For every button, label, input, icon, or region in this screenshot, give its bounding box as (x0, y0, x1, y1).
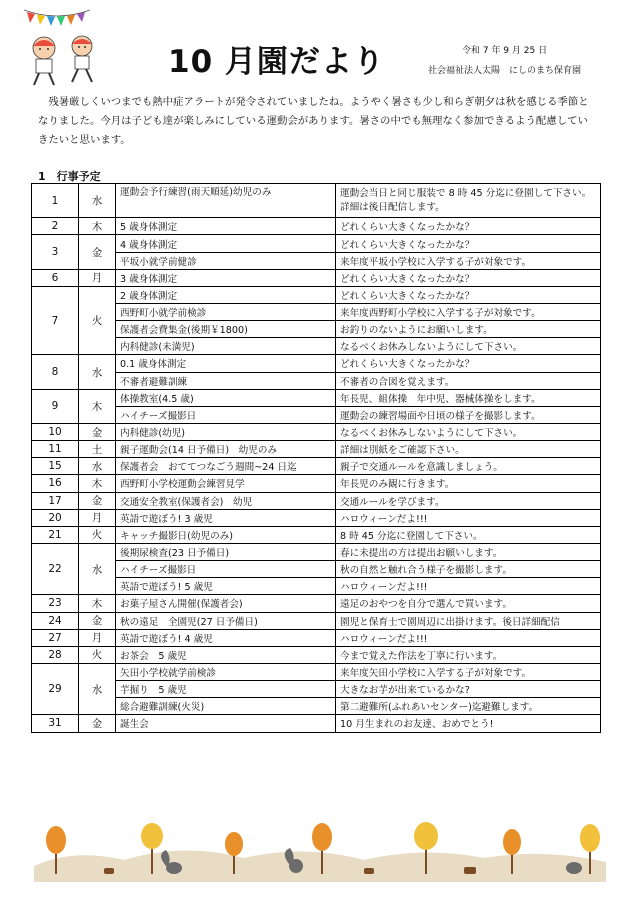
page-title: 10 月園だより (168, 44, 385, 80)
schedule-row (32, 304, 601, 321)
schedule-row (32, 526, 601, 543)
event-cell: 後期尿検査(23 日予備日) (116, 543, 336, 560)
schedule-row (32, 629, 601, 646)
autumn-footer-illustration (34, 822, 606, 882)
event-cell: 4 歳身体測定 (116, 235, 336, 252)
note-cell: ハロウィーンだよ!!! (336, 629, 601, 646)
day-cell: 29 (32, 663, 79, 714)
issue-date: 令和 7 年 9 月 25 日 (462, 46, 548, 56)
event-cell: 保護者会 おててつなごう週間~24 日迄 (116, 458, 336, 475)
note-cell: 不審者の合図を覚えます。 (336, 372, 601, 389)
day-cell: 17 (32, 492, 79, 509)
schedule-row (32, 338, 601, 355)
event-cell: 5 歳身体測定 (116, 218, 336, 235)
event-cell: 芋掘り 5 歳児 (116, 681, 336, 698)
note-cell: 来年度矢田小学校に入学する子が対象です。 (336, 663, 601, 680)
day-cell: 31 (32, 715, 79, 732)
intro-paragraph (38, 93, 598, 150)
weekday-cell: 月 (79, 509, 116, 526)
event-cell: 秋の遠足 全園児(27 日予備日) (116, 612, 336, 629)
event-cell: 総合避難訓練(火災) (116, 698, 336, 715)
day-cell: 28 (32, 646, 79, 663)
schedule-row (32, 184, 601, 218)
event-cell: 0.1 歳身体測定 (116, 355, 336, 372)
intro-text: 残暑厳しくいつまでも熱中症アラートが発令されていましたね。ようやく暑さも少し和らぎ朝夕は秋を感じる季節となりました。今月は子ども達が楽しみにしている運動会があります。暑さの中でも無理なく参加できるよう配慮していきたいと思います。 (38, 96, 589, 146)
note-cell: 遠足のおやつを自分で選んで買います。 (336, 595, 601, 612)
weekday-cell: 木 (79, 218, 116, 235)
event-cell: お茶会 5 歳児 (116, 646, 336, 663)
day-cell: 6 (32, 269, 79, 286)
note-cell: どれくらい大きくなったかな？ (336, 269, 601, 286)
event-cell: 英語で遊ぼう! 5 歳児 (116, 578, 336, 595)
note-line: 詳細は後日配信します。 (340, 201, 445, 213)
weekday-cell: 水 (79, 184, 116, 218)
schedule-row (32, 458, 601, 475)
schedule-row (32, 218, 601, 235)
schedule-row (32, 509, 601, 526)
day-cell: 1 (32, 184, 79, 218)
weekday-cell: 火 (79, 526, 116, 543)
schedule-row (32, 406, 601, 423)
schedule-row (32, 663, 601, 680)
schedule-row (32, 612, 601, 629)
event-cell: ハイチーズ撮影日 (116, 561, 336, 578)
event-cell: 保護者会費集金(後期￥1800) (116, 321, 336, 338)
children-running-illustration (22, 32, 112, 88)
schedule-row (32, 561, 601, 578)
note-cell: 親子で交通ルールを意識しましょう。 (336, 458, 601, 475)
event-cell: 3 歳身体測定 (116, 269, 336, 286)
weekday-cell: 水 (79, 355, 116, 389)
event-cell: 不審者避難訓練 (116, 372, 336, 389)
note-cell: どれくらい大きくなったかな？ (336, 235, 601, 252)
schedule-row (32, 321, 601, 338)
weekday-cell: 木 (79, 475, 116, 492)
event-cell: 誕生会 (116, 715, 336, 732)
note-cell: 来年度平坂小学校に入学する子が対象です。 (336, 252, 601, 269)
organization-name: 社会福祉法人太陽 にしのまち保育園 (428, 66, 582, 76)
event-cell: 親子運動会(14 日予備日) 幼児のみ (116, 441, 336, 458)
event-cell: お菓子屋さん開催(保護者会) (116, 595, 336, 612)
schedule-row (32, 681, 601, 698)
note-cell: 来年度西野町小学校に入学する子が対象です。 (336, 304, 601, 321)
weekday-cell: 木 (79, 595, 116, 612)
schedule-body (32, 184, 601, 733)
event-cell: 平坂小就学前健診 (116, 252, 336, 269)
note-cell: 年長児のみ観に行きます。 (336, 475, 601, 492)
day-cell: 2 (32, 218, 79, 235)
note-cell: 詳細は別紙をご確認下さい。 (336, 441, 601, 458)
schedule-row (32, 355, 601, 372)
weekday-cell: 火 (79, 286, 116, 355)
schedule-row (32, 286, 601, 303)
section-title: 1 行事予定 (38, 170, 101, 183)
note-cell (336, 184, 601, 218)
event-cell: 体操教室(4.5 歳) (116, 389, 336, 406)
day-cell: 10 (32, 423, 79, 440)
weekday-cell: 木 (79, 389, 116, 423)
event-cell: 西野町小学校運動会練習見学 (116, 475, 336, 492)
schedule-row (32, 441, 601, 458)
event-cell: 英語で遊ぼう! 4 歳児 (116, 629, 336, 646)
weekday-cell: 金 (79, 492, 116, 509)
event-cell: 交通安全教室(保護者会) 幼児 (116, 492, 336, 509)
schedule-row (32, 252, 601, 269)
event-cell: 運動会予行練習(雨天順延)幼児のみ (116, 184, 336, 218)
note-cell: 春に未提出の方は提出お願いします。 (336, 543, 601, 560)
schedule-table (31, 183, 601, 733)
note-cell: ハロウィーンだよ!!! (336, 509, 601, 526)
note-cell: 年長児、組体操 年中児、器械体操をします。 (336, 389, 601, 406)
note-cell: 秋の自然と触れ合う様子を撮影します。 (336, 561, 601, 578)
schedule-row (32, 423, 601, 440)
note-cell: なるべくお休みしないようにして下さい。 (336, 338, 601, 355)
schedule-row (32, 543, 601, 560)
day-cell: 27 (32, 629, 79, 646)
schedule-row (32, 715, 601, 732)
day-cell: 24 (32, 612, 79, 629)
weekday-cell: 金 (79, 235, 116, 269)
note-cell: 第二避難所(ふれあいセンター)迄避難します。 (336, 698, 601, 715)
day-cell: 22 (32, 543, 79, 594)
note-line: 運動会当日と同じ服装で 8 時 45 分迄に登園して下さい。 (340, 187, 592, 199)
event-cell: 英語で遊ぼう! 3 歳児 (116, 509, 336, 526)
schedule-row (32, 492, 601, 509)
note-cell: 今まで覚えた作法を丁寧に行います。 (336, 646, 601, 663)
note-cell: 10 月生まれのお友達、おめでとう! (336, 715, 601, 732)
day-cell: 20 (32, 509, 79, 526)
schedule-row (32, 475, 601, 492)
note-cell: どれくらい大きくなったかな？ (336, 218, 601, 235)
note-cell: 8 時 45 分迄に登園して下さい。 (336, 526, 601, 543)
day-cell: 23 (32, 595, 79, 612)
schedule-row (32, 595, 601, 612)
note-cell: どれくらい大きくなったかな？ (336, 286, 601, 303)
bunting-decoration (22, 6, 92, 32)
note-cell: どれくらい大きくなったかな？ (336, 355, 601, 372)
note-cell: お釣りのないようにお願いします。 (336, 321, 601, 338)
day-cell: 21 (32, 526, 79, 543)
note-cell: 園児と保育士で園周辺に出掛けます。後日詳細配信 (336, 612, 601, 629)
day-cell: 15 (32, 458, 79, 475)
note-cell: 交通ルールを学びます。 (336, 492, 601, 509)
weekday-cell: 土 (79, 441, 116, 458)
day-cell: 9 (32, 389, 79, 423)
note-cell: ハロウィーンだよ!!! (336, 578, 601, 595)
day-cell: 7 (32, 286, 79, 355)
day-cell: 8 (32, 355, 79, 389)
event-cell: 西野町小就学前検診 (116, 304, 336, 321)
weekday-cell: 金 (79, 423, 116, 440)
event-cell: キャッチ撮影日(幼児のみ) (116, 526, 336, 543)
event-cell: 矢田小学校就学前検診 (116, 663, 336, 680)
day-cell: 16 (32, 475, 79, 492)
schedule-row (32, 235, 601, 252)
schedule-row (32, 698, 601, 715)
schedule-row (32, 646, 601, 663)
weekday-cell: 水 (79, 458, 116, 475)
note-cell: 大きなお芋が出来ているかな? (336, 681, 601, 698)
schedule-row (32, 269, 601, 286)
day-cell: 11 (32, 441, 79, 458)
day-cell: 3 (32, 235, 79, 269)
event-cell: 2 歳身体測定 (116, 286, 336, 303)
schedule-row (32, 372, 601, 389)
event-cell: 内科健診(未満児) (116, 338, 336, 355)
note-cell: 運動会の練習場面や日頃の様子を撮影します。 (336, 406, 601, 423)
event-cell: ハイチーズ撮影日 (116, 406, 336, 423)
weekday-cell: 金 (79, 612, 116, 629)
weekday-cell: 火 (79, 646, 116, 663)
note-cell: なるべくお休みしないようにして下さい。 (336, 423, 601, 440)
weekday-cell: 金 (79, 715, 116, 732)
weekday-cell: 水 (79, 543, 116, 594)
schedule-row (32, 578, 601, 595)
weekday-cell: 水 (79, 663, 116, 714)
weekday-cell: 月 (79, 269, 116, 286)
schedule-row (32, 389, 601, 406)
weekday-cell: 月 (79, 629, 116, 646)
event-cell: 内科健診(幼児) (116, 423, 336, 440)
